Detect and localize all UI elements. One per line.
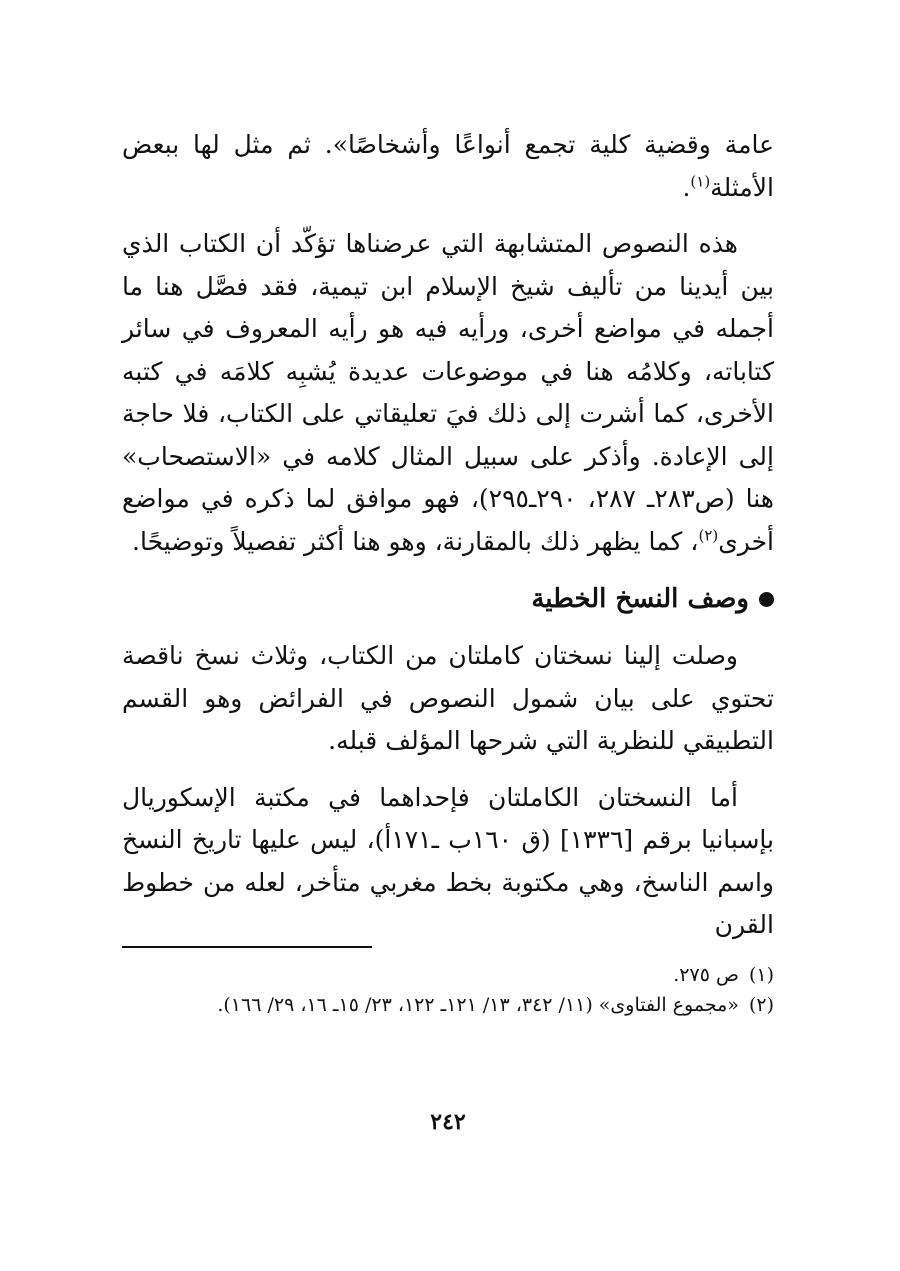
footnote-ref-1[interactable]: (١) xyxy=(690,172,711,191)
footnote-divider xyxy=(122,946,372,948)
paragraph-1-end: . xyxy=(682,172,691,202)
paragraph-1 xyxy=(122,124,774,209)
footnote-number: (١) xyxy=(748,964,774,986)
footnote-number: (٢) xyxy=(748,994,774,1016)
paragraph-2-text: هذه النصوص المتشابهة التي عرضناها تؤكّد أن الكتاب الذي بين أيدينا من تأليف شيخ الإسلام ابن تيمية، فقد فصَّل هنا ما أجمله في مواضع أخرى، ورأيه فيه هو رأيه المعروف في سائر كتاباته، وكلامُه هنا في موضوعات عديدة يُشبِه كلامَه في كتبه الأخرى، كما أشرت إلى ذلك فيَ تعليقاتي على الكتاب، فلا حاجة إلى الإعادة. وأذكر على سبيل المثال كلامه في «الاستصحاب» هنا (ص٢٨٣ـ ٢٨٧، ٢٩٠ـ٢٩٥)، فهو موافق لما ذكره في مواضع أخرى xyxy=(122,229,774,556)
bullet-icon xyxy=(759,592,774,607)
page-number: ٢٤٢ xyxy=(430,1109,466,1135)
footnote-2 xyxy=(122,990,774,1020)
footnote-text: «مجموع الفتاوى» (١١/ ٣٤٢، ١٣/ ١٢١ـ ١٢٢، ٢٣/ ١٥ـ ١٦، ٢٩/ ١٦٦). xyxy=(217,994,739,1016)
section-heading-text: وصف النسخ الخطية xyxy=(531,584,749,614)
paragraph-3: وصلت إلينا نسختان كاملتان من الكتاب، وثلاث نسخ ناقصة تحتوي على بيان شمول النصوص في الفرائض وهو القسم التطبيقي للنظرية التي شرحها المؤلف قبله. xyxy=(122,641,774,755)
footnotes xyxy=(122,960,774,1020)
paragraph-4: أما النسختان الكاملتان فإحداهما في مكتبة الإسكوريال بإسبانيا برقم [١٣٣٦] (ق ١٦٠ب ـ١٧١أ)، ليس عليها تاريخ النسخ واسم الناسخ، وهي مكتوبة بخط مغربي متأخر، لعله من خطوط القرن xyxy=(122,782,774,939)
footnote-1 xyxy=(122,960,774,990)
paragraph-2 xyxy=(122,223,774,563)
section-heading xyxy=(122,577,774,621)
footnote-ref-2[interactable]: (٢) xyxy=(698,526,719,545)
paragraph-1-text: عامة وقضية كلية تجمع أنواعًا وأشخاصًا». ثم مثل لها ببعض الأمثلة xyxy=(122,130,774,202)
page-body xyxy=(122,124,774,1135)
paragraph-2-end: ، كما يظهر ذلك بالمقارنة، وهو هنا أكثر تفصيلاً وتوضيحًا. xyxy=(132,526,699,556)
footnote-text: ص ٢٧٥. xyxy=(673,964,739,986)
